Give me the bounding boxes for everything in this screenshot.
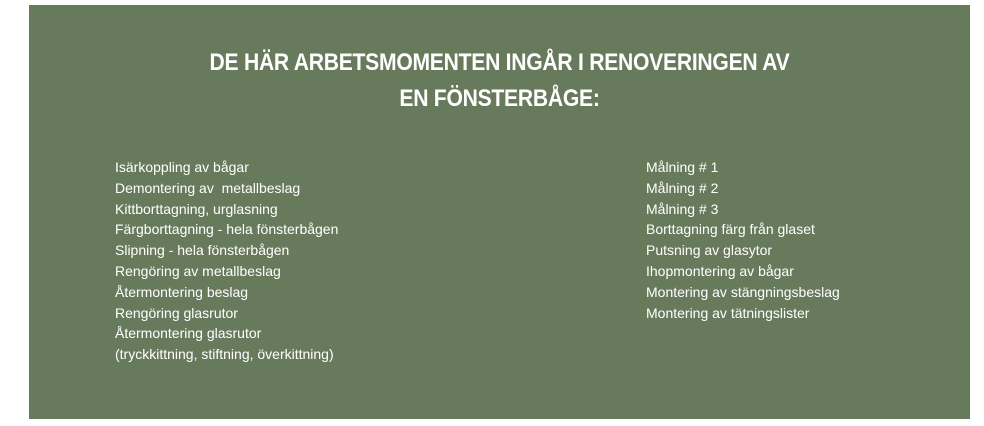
list-item: Borttagning färg från glaset bbox=[646, 221, 815, 238]
list-item: Montering av stängningsbeslag bbox=[646, 283, 840, 300]
list-item: Färgborttagning - hela fönsterbågen bbox=[115, 221, 339, 238]
list-item: Målning # 3 bbox=[646, 200, 719, 217]
list-item: Rengöring glasrutor bbox=[115, 304, 238, 321]
list-item: Slipning - hela fönsterbågen bbox=[115, 242, 290, 259]
list-item: Putsning av glasytor bbox=[646, 242, 773, 259]
info-panel bbox=[29, 5, 970, 419]
work-steps-list-left bbox=[115, 157, 338, 365]
list-item: (tryckkittning, stiftning, överkittning) bbox=[115, 346, 334, 363]
heading-line-1: DE HÄR ARBETSMOMENTEN INGÅR I RENOVERINGEN AV bbox=[209, 49, 790, 76]
list-item: Montering av tätningslister bbox=[646, 304, 810, 321]
list-item: Återmontering glasrutor bbox=[115, 325, 262, 342]
section-heading bbox=[85, 45, 913, 117]
list-item: Återmontering beslag bbox=[115, 283, 249, 300]
list-item: Kittborttagning, urglasning bbox=[115, 200, 278, 217]
list-item: Rengöring av metallbeslag bbox=[115, 262, 281, 279]
heading-line-2: EN FÖNSTERBÅGE: bbox=[399, 85, 600, 112]
list-item: Målning # 2 bbox=[646, 179, 719, 196]
list-item: Demontering av metallbeslag bbox=[115, 179, 301, 196]
work-steps-list-right bbox=[646, 157, 840, 323]
list-item: Isärkoppling av bågar bbox=[115, 159, 249, 175]
list-item: Målning # 1 bbox=[646, 159, 719, 175]
list-item: Ihopmontering av bågar bbox=[646, 262, 794, 279]
